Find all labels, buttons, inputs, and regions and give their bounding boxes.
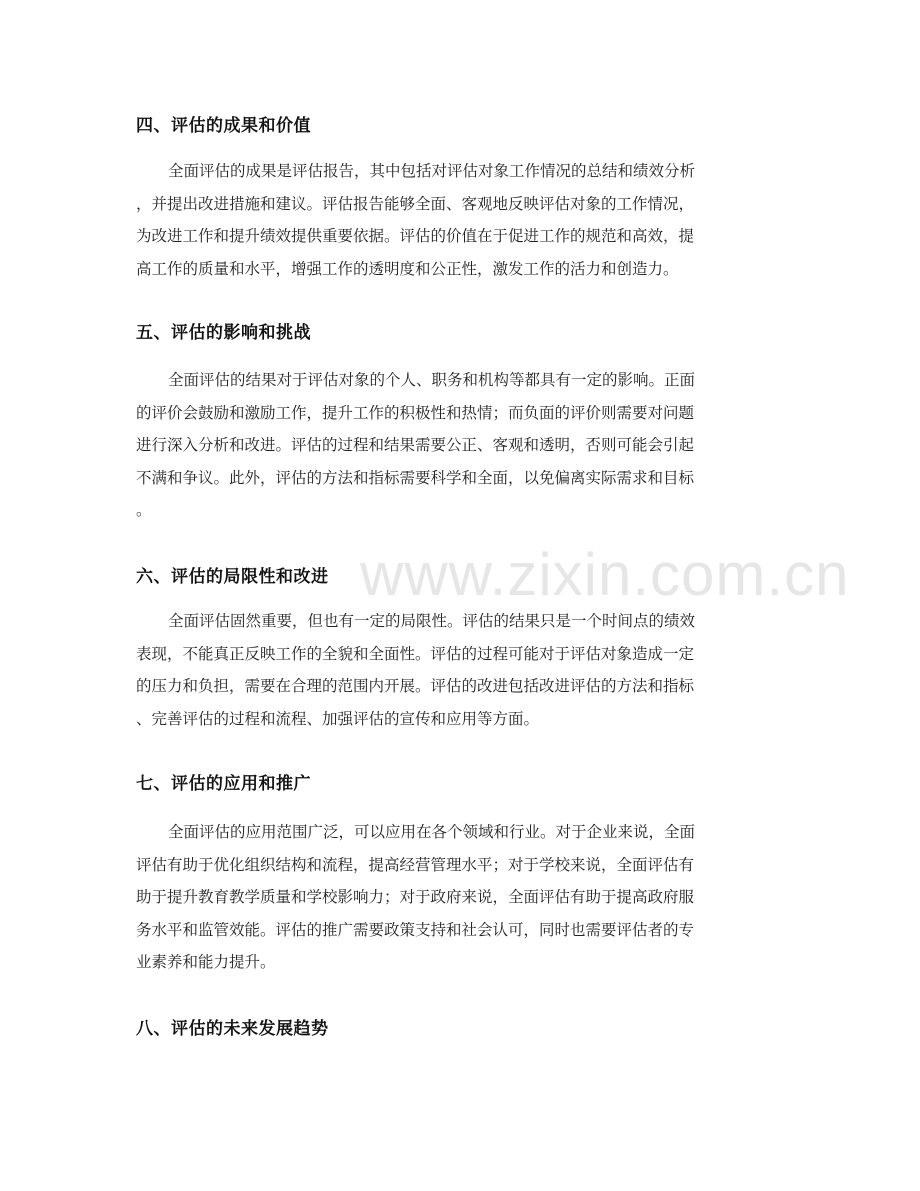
paragraph-line: 的压力和负担，需要在合理的范围内开展。评估的改进包括改进评估的方法和指标 xyxy=(136,677,695,695)
paragraph-line: 高工作的质量和水平，增强工作的透明度和公正性，激发工作的活力和创造力。 xyxy=(136,259,679,278)
paragraph-line: ，并提出改进措施和建议。评估报告能够全面、客观地反映评估对象的工作情况， xyxy=(136,194,695,213)
paragraph-line: 助于提升教育教学质量和学校影响力；对于政府来说，全面评估有助于提高政府服 xyxy=(136,888,695,906)
section-heading-7: 七、评估的应用和推广 xyxy=(136,774,311,794)
paragraph-line: 务水平和监管效能。评估的推广需要政策支持和社会认可，同时也需要评估者的专 xyxy=(136,920,695,939)
paragraph-line: 评估有助于优化组织结构和流程，提高经营管理水平；对于学校来说，全面评估有 xyxy=(136,855,695,874)
paragraph-line: 。 xyxy=(136,501,152,519)
paragraph-line: 业素养和能力提升。 xyxy=(136,953,276,971)
section-heading-5: 五、评估的影响和挑战 xyxy=(136,323,311,343)
paragraph-line: 、完善评估的过程和流程、加强评估的宣传和应用等方面。 xyxy=(136,709,540,728)
paragraph-line: 的评价会鼓励和激励工作，提升工作的积极性和热情；而负面的评价则需要对问题 xyxy=(136,403,695,422)
section-paragraph-7 xyxy=(136,816,786,979)
section-paragraph-6 xyxy=(136,605,786,735)
section-paragraph-5 xyxy=(136,364,786,527)
paragraph-line: 全面评估的应用范围广泛，可以应用在各个领域和行业。对于企业来说，全面 xyxy=(168,823,696,841)
paragraph-line: 为改进工作和提升绩效提供重要依据。评估的价值在于促进工作的规范和高效，提 xyxy=(136,227,695,245)
section-paragraph-4 xyxy=(136,155,786,285)
paragraph-line: 进行深入分析和改进。评估的过程和结果需要公正、客观和透明，否则可能会引起 xyxy=(136,436,695,454)
paragraph-line: 不满和争议。此外，评估的方法和指标需要科学和全面，以免偏离实际需求和目标 xyxy=(136,468,695,487)
paragraph-line: 全面评估的结果对于评估对象的个人、职务和机构等都具有一定的影响。正面 xyxy=(168,371,696,389)
watermark: www.zixin.com.cn xyxy=(360,541,850,608)
section-heading-8: 八、评估的未来发展趋势 xyxy=(136,1019,329,1039)
section-heading-4: 四、评估的成果和价值 xyxy=(136,116,311,136)
paragraph-line: 全面评估固然重要，但也有一定的局限性。评估的结果只是一个时间点的绩效 xyxy=(168,612,696,630)
paragraph-line: 表现，不能真正反映工作的全貌和全面性。评估的过程可能对于评估对象造成一定 xyxy=(136,644,695,663)
paragraph-line: 全面评估的成果是评估报告，其中包括对评估对象工作情况的总结和绩效分析 xyxy=(168,162,696,180)
section-heading-6: 六、评估的局限性和改进 xyxy=(136,567,329,587)
